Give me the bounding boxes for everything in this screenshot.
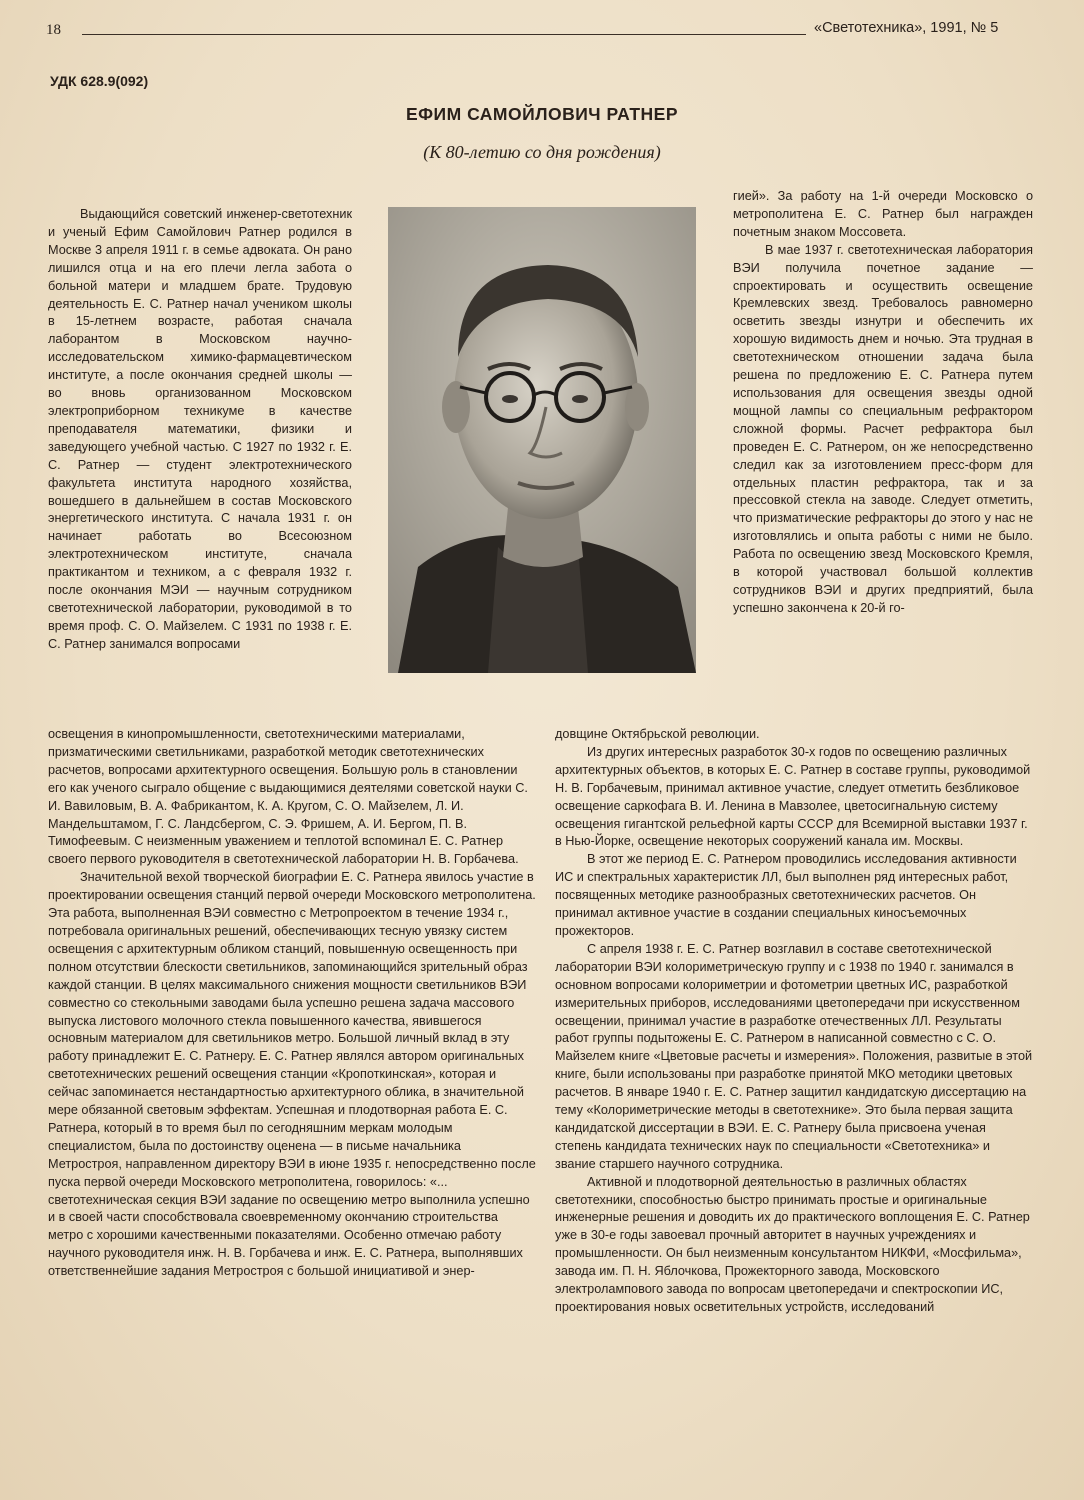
left-bottom-paragraph-1: Значительной вехой творческой биографии Е. С. Ратнера явилось участие в проектировании освещения станций первой очереди Московского метрополитена. Эта работа, выполненная ВЭИ совместно с Метропроектом в течение 1934 г., потребовала оригинальных решений, обеспечивающих тесную увязку систем освещения с архитектурным обликом станций, повышенную освещенность при полном отсутствии блескости светильников, запоминающийся зрительный образ каждой станции. В целях максимального снижения мощности светильников ВЭИ совместно со стекольными заводами была успешно решена задача массового выпуска листового молочного стекла повышенного качества, явившегося основным материалом для светильников метро. Большой личный вклад в эту работу принадлежит Е. С. Ратнеру. Е. С. Ратнер являлся автором оригинальных светотехнических решений освещения станции «Кропоткинская», которая и сейчас запоминается нестандартностью архитектурного облика, в значительной мере обязанной световым эффектам. Успешная и плодотворная работа Е. С. Ратнера, который в то время был по сегодняшним меркам молодым специалистом, была по достоинству оценена — в письме начальника Метростроя, направленном директору ВЭИ в июне 1935 г. непосредственно после пуска первой очереди Московского метрополитена, говорилось: «... светотехническая секция ВЭИ задание по освещению метро выполнила успешно и в своей части способствовала своевременному окончанию строительства метро с хорошими качественными показателями. Особенно отмечаю работу научного руководителя инж. Н. В. Горбачева и инж. Е. С. Ратнера, выполнявших ответственнейшие задания Метростроя с большой инициативой и энер- bbox=[48, 870, 536, 1279]
portrait-illustration bbox=[388, 207, 696, 673]
right-top-paragraph-1: гией». За работу на 1-й очереди Московско о метрополитена Е. С. Ратнер был награжден почетным знаком Моссовета. bbox=[733, 189, 1033, 239]
right-bottom-paragraph-4: С апреля 1938 г. Е. С. Ратнер возглавил в составе светотехнической лаборатории ВЭИ колориметрическую группу и с 1938 по 1940 г. занимался в основном вопросами колориметрии и фотометрии цветных ИС, разработкой измерительных приборов, исследованиями цветопередачи при искусственном освещении, принимал участие в разработке отечественных ЛЛ. Результаты работ группы подытожены Е. С. Ратнером в написанной совместно с С. О. Майзелем книге «Цветовые расчеты и измерения». Положения, развитые в этой книге, были использованы при разработке принятой МКО методики цветовых расчетов. В январе 1940 г. Е. С. Ратнер защитил кандидатскую диссертацию на тему «Колориметрические методы в светотехнике». Это была первая защита кандидатской диссертации в ВЭИ. Е. С. Ратнеру была присвоена ученая степень кандидата технических наук по специальности «Светотехника» и звание старшего научного сотрудника. bbox=[555, 941, 1033, 1171]
journal-reference: «Светотехника», 1991, № 5 bbox=[814, 20, 999, 36]
right-top-paragraph-2: В мае 1937 г. светотехническая лаборатория ВЭИ получила почетное задание — спроектировать и осуществить освещение Кремлевских звезд. Требовалось равномерно осветить звезды изнутри и обеспечить их хорошую видимость днем и ночью. Эта трудная в светотехническом отношении задача была решена по предложению Е. С. Ратнера путем использования для освещения звезды одной мощной лампы со специальным рефрактором сложной формы. Расчет рефрактора был проведен Е. С. Ратнером, он же непосредственно следил как за изготовлением пресс-форм для отдельных пластин рефрактора, так и за прессовкой стекла на заводе. Следует отметить, что призматические рефракторы до этого у нас не изготовлялись и опыта работы с ними не было. Работа по освещению звезд Московского Кремля, в которой участвовал большой коллектив сотрудников ВЭИ и других предприятий, была успешно закончена к 20-й го- bbox=[733, 242, 1033, 615]
page-number: 18 bbox=[46, 22, 61, 38]
portrait-photo bbox=[388, 207, 696, 673]
left-column-bottom bbox=[48, 726, 536, 1281]
right-bottom-paragraph-2: Из других интересных разработок 30-х годов по освещению различных архитектурных объектов, в которых Е. С. Ратнер в составе группы, руководимой Н. В. Горбачевым, принимал активное участие, следует отметить безбликовое освещение саркофага В. И. Ленина в Мавзолее, цветосигнальную систему освещения гигантской рельефной карты СССР для Всемирной выставки 1937 г. в Нью-Йорке, освещение некоторых сооружений канала им. Москвы. bbox=[555, 744, 1031, 849]
left-column-text: Выдающийся советский инженер-светотехник и ученый Ефим Самойлович Ратнер родился в Москве 3 апреля 1911 г. в семье адвоката. Он рано лишился отца и на его плечи легла забота о больной матери и младшем брате. Трудовую деятельность Е. С. Ратнер начал учеником школы в 15-летнем возрасте, работая сначала лаборантом в Московском научно-исследовательском химико-фармацевтическом институте, а после окончания средней школы — во вновь организованном Московском электроприборном техникуме в качестве преподавателя математики, физики и заведующего учебной частью. С 1927 по 1932 г. Е. С. Ратнер — студент электротехнического факультета института народного хозяйства, вошедшего в дальнейшем в состав Московского энергетического института. С начала 1931 г. он начинает работать во Всесоюзном электротехническом институте, сначала практикантом и техником, а с февраля 1932 г. после окончания МЭИ — научным сотрудником светотехнической лаборатории, руководимой в то время проф. С. О. Майзелем. С 1931 по 1938 г. Е. С. Ратнер занимался вопросами bbox=[48, 207, 352, 651]
right-column-bottom bbox=[555, 726, 1034, 1317]
article-title: ЕФИМ САМОЙЛОВИЧ РАТНЕР bbox=[405, 104, 679, 124]
right-column-top bbox=[733, 188, 1033, 618]
header-rule bbox=[82, 34, 806, 35]
udk-code: УДК 628.9(092) bbox=[50, 73, 149, 89]
article-subtitle: (К 80-летию со дня рождения) bbox=[423, 142, 661, 162]
full-width-paragraph: освещения в кинопромышленности, светотехническими материалами, призматическими светильниками, разработкой методик светотехнических расчетов, вопросами архитектурного освещения. Большую роль в становлении его как ученого сыграло общение с выдающимися деятелями советской науки С. И. Вавиловым, В. А. Фабрикантом, К. А. Кругом, С. О. Майзелем, Л. И. Мандельштамом, Г. С. Ландсбергом, С. Э. Фришем, А. И. Бергом, П. В. Тимофеевым. С неизменным уважением и теплотой вспоминал Е. С. Ратнер своего первого руководителя в светотехнической лаборатории Н. В. Горбачева. bbox=[48, 727, 528, 867]
right-bottom-paragraph-5: Активной и плодотворной деятельностью в различных областях светотехники, способностью быстро принимать простые и оригинальные инженерные решения и доводить их до практического воплощения Е. С. Ратнер уже в 30-е годы завоевал прочный авторитет в научных учреждениях и промышленности. Он был неизменным консультантом НИКФИ, «Мосфильма», завода им. П. Н. Яблочкова, Прожекторного завода, Московского электролампового завода по вопросам цветопередачи и спектроскопии ИС, проектирования новых осветительных устройств, исследований bbox=[555, 1174, 1030, 1314]
right-bottom-paragraph-3: В этот же период Е. С. Ратнером проводились исследования активности ИС и спектральных характеристик ЛЛ, был выполнен ряд интересных работ, посвященных методике разнообразных светотехнических расчетов. Он принимал активное участие в создании специальных киносъемочных прожекторов. bbox=[555, 852, 1017, 938]
right-bottom-paragraph-1: довщине Октябрьской революции. bbox=[555, 727, 760, 741]
